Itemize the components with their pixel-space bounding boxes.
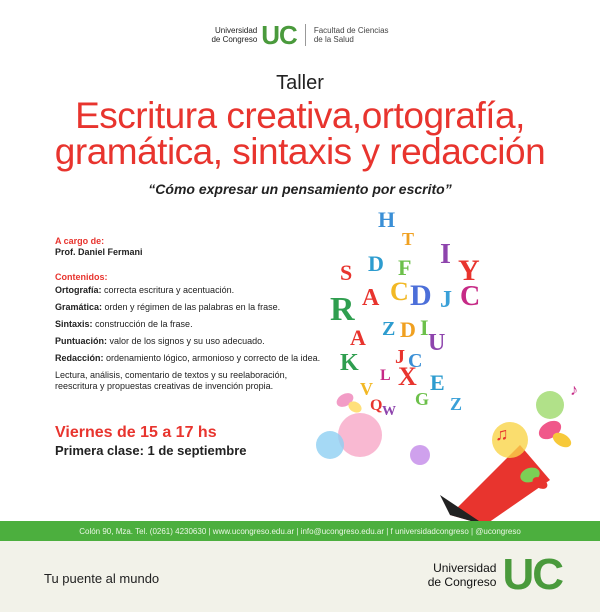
contents-text: valor de los signos y su uso adecuado. — [107, 336, 265, 346]
letter-D: D — [368, 251, 384, 276]
footer-logo — [427, 550, 562, 599]
header-logo-line2: de Congreso — [211, 35, 258, 44]
letter-D: D — [410, 279, 432, 312]
contents-extra-line1: Lectura, análisis, comentario de textos y su reelaboración, — [55, 370, 288, 380]
letter-C: C — [460, 281, 481, 312]
letters-pencil-illustration — [300, 195, 590, 525]
header-logo — [0, 22, 600, 48]
schedule-first-class: Primera clase: 1 de septiembre — [55, 443, 247, 458]
contents-text: correcta escritura y acentuación. — [101, 285, 235, 295]
contents-term: Redacción: — [55, 353, 104, 363]
letter-V: V — [360, 379, 373, 399]
letter-J: J — [440, 287, 452, 313]
header-faculty-name — [314, 26, 389, 44]
header-logo-divider — [305, 24, 306, 46]
letter-G: G — [415, 389, 430, 409]
decoration-blob — [536, 391, 564, 419]
workshop-title-line1: Escritura creativa,ortografía, — [75, 95, 525, 136]
music-note-icon: ♪ — [570, 382, 578, 399]
letter-D: D — [400, 317, 416, 342]
header-faculty-line1: Facultad de Ciencias — [313, 26, 389, 35]
footer-logo-line2: de Congreso — [427, 575, 497, 589]
letter-Z: Z — [382, 318, 396, 340]
letter-S: S — [340, 260, 353, 285]
letter-T: T — [402, 229, 415, 249]
letter-F: F — [398, 255, 412, 280]
letter-Z: Z — [450, 394, 463, 414]
letter-K: K — [340, 350, 359, 376]
instructor-name: Prof. Daniel Fermani — [55, 247, 143, 257]
contents-term: Gramática: — [55, 302, 103, 312]
workshop-label: Taller — [276, 72, 324, 94]
contents-label: Contenidos: — [55, 272, 108, 282]
letter-A: A — [350, 325, 366, 350]
letter-Y: Y — [458, 254, 480, 287]
contact-bar — [0, 521, 600, 541]
letter-E: E — [430, 370, 445, 395]
decoration-blob — [338, 413, 382, 457]
footer-logo-uc: UC — [502, 550, 562, 599]
contents-term: Ortografía: — [55, 285, 102, 295]
contents-term: Sintaxis: — [55, 319, 93, 329]
decoration-blob — [410, 445, 430, 465]
workshop-title-line2: gramática, sintaxis y redacción — [54, 131, 546, 172]
contents-text: ordenamiento lógico, armonioso y correcto de la idea. — [103, 353, 321, 363]
contents-text: construcción de la frase. — [92, 319, 193, 329]
footer — [0, 541, 600, 612]
letter-A: A — [362, 285, 380, 311]
footer-logo-name — [428, 561, 497, 589]
letter-R: R — [330, 291, 355, 328]
contents-extra-line2: reescritura y propuestas creativas de invención propia. — [55, 381, 274, 391]
decoration-blob — [316, 431, 344, 459]
letter-X: X — [398, 362, 417, 391]
instructor-label: A cargo de: — [55, 236, 105, 246]
schedule-days: Viernes de 15 a 17 hs — [55, 424, 217, 441]
contact-info: Colón 90, Mza. Tel. (0261) 4230630 | www.ucongreso.edu.ar | info@ucongreso.edu.ar | f universidadcongreso | @ucongreso — [79, 526, 521, 536]
letter-U: U — [428, 330, 446, 356]
letter-I: I — [440, 239, 451, 270]
letter-C: C — [408, 350, 423, 372]
letter-H: H — [378, 207, 396, 232]
letter-I: I — [420, 315, 429, 340]
footer-logo-line1: Universidad — [433, 561, 497, 575]
contents-term: Puntuación: — [55, 336, 107, 346]
workshop-title — [0, 95, 600, 172]
letter-W: W — [382, 404, 396, 419]
music-note-icon: ♫ — [495, 424, 509, 444]
slogan: Tu puente al mundo — [44, 571, 160, 586]
header-logo-line1: Universidad — [215, 26, 258, 35]
letter-J: J — [395, 346, 405, 368]
header-faculty-line2: de la Salud — [313, 35, 354, 44]
contents-text: orden y régimen de las palabras en la frase. — [102, 302, 281, 312]
letter-C: C — [390, 277, 409, 306]
header-logo-uc: UC — [261, 20, 297, 50]
butterfly-icon — [536, 417, 574, 450]
letter-L: L — [380, 367, 391, 384]
header-logo-university-name — [211, 26, 257, 44]
letter-Q: Q — [370, 397, 383, 414]
workshop-subtitle: “Cómo expresar un pensamiento por escrito” — [148, 181, 452, 197]
